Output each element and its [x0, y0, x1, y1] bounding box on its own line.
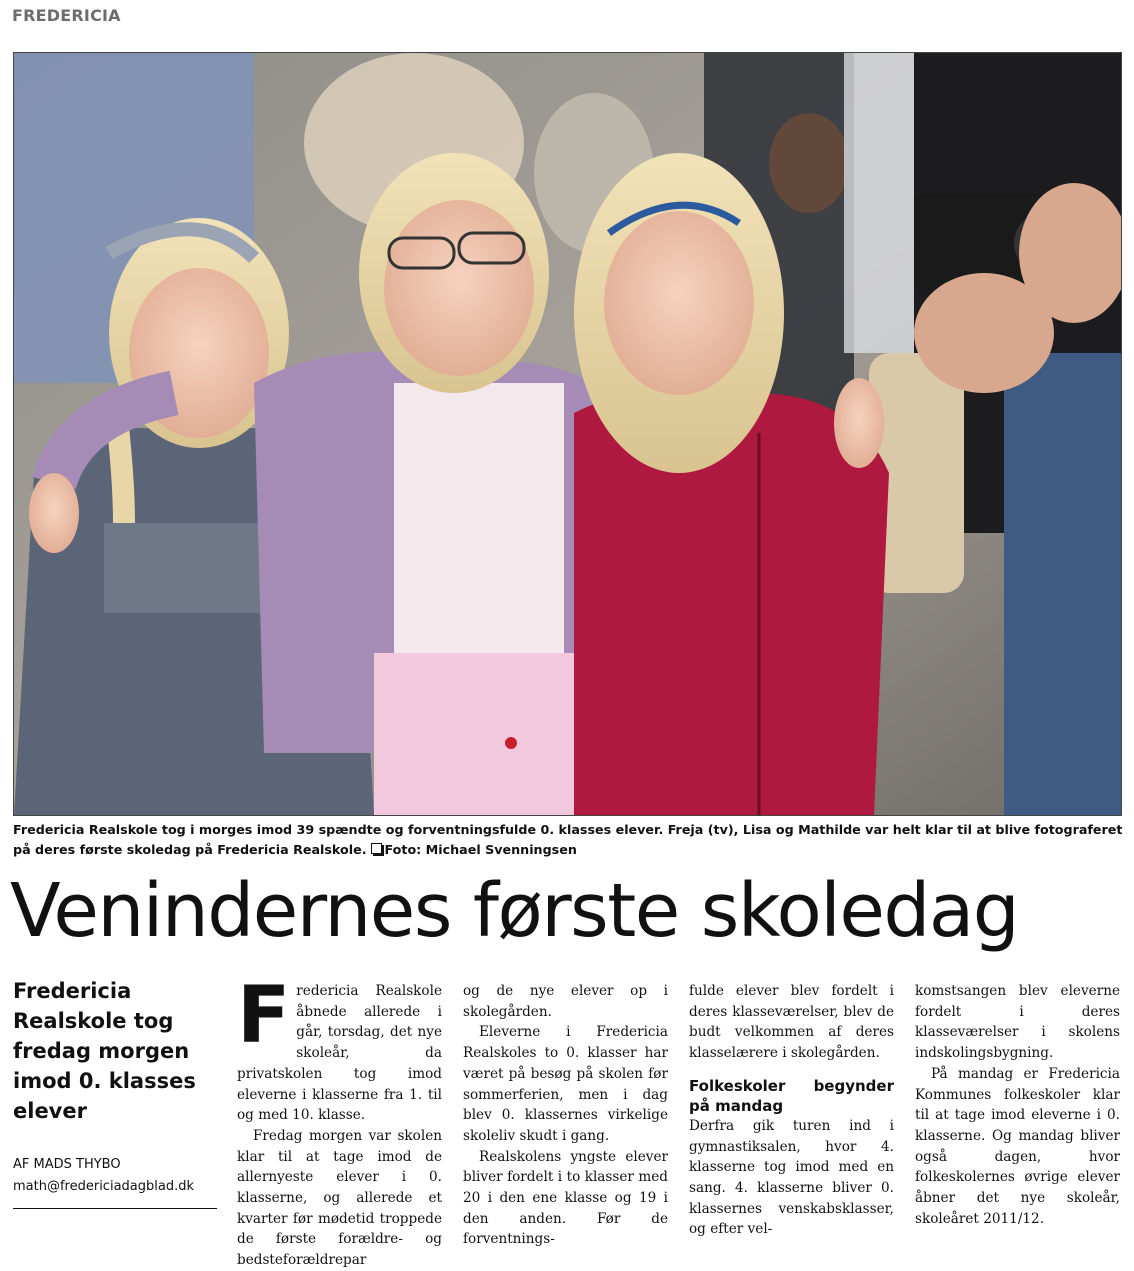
paragraph: Realskolens yngste elever bliver fordelt i to klasser med 20 i den ene klasse og 19 i den anden. Før de forventnings- [463, 1148, 668, 1248]
paragraph: Eleverne i Fredericia Realskoles to 0. klasser har været på besøg på skolen før sommerferien, men i dag blev 0. klassernes virkelige skoleliv skudt i gang. [463, 1024, 668, 1144]
body-column-3 [689, 981, 894, 1240]
subheadline: Fredericia Realskole tog fredag morgen imod 0. klasses elever [13, 979, 196, 1123]
byline-rule [13, 1208, 217, 1209]
paragraph: Derfra gik turen ind i gymnastiksalen, hvor 4. klasserne tog imod med en sang. 4. klasserne bliver 0. klassernes venskabsklasser, og efter vel- [689, 1117, 894, 1238]
photo-three-girls-icon [14, 53, 1121, 815]
dropcap: F [237, 971, 291, 1061]
section-label: FREDERICIA [12, 6, 121, 25]
body-column-1 [237, 971, 442, 1271]
paragraph: komstsangen blev eleverne fordelt i deres klasseværelser i skolens indskolingsbygning. [915, 983, 1120, 1062]
byline [13, 1154, 223, 1209]
paragraph: Fredericia Realskole åbnede allerede i går, torsdag, det nye skoleår, da privatskolen tog imod eleverne i klasserne fra 1. til og med 10. klasse. [237, 971, 442, 1124]
paragraph: og de nye elever op i skolegården. [463, 983, 668, 1020]
paragraph: Fredag morgen var skolen klar til at tage imod de allernyeste elever i 0. klasserne, og allerede et kvarter før mødetid troppede de første forældre- og bedsteforældrepar [237, 1127, 442, 1269]
article-photo [13, 52, 1122, 816]
credit-marker-icon [371, 843, 382, 854]
body-column-2 [463, 981, 668, 1250]
paragraph: På mandag er Fredericia Kommunes folkeskoler klar til at tage imod eleverne i 0. klasserne. Og mandag bliver også dagen, hvor folkeskolernes øvrige elever åbner det nye skoleår, skoleåret 2011/12. [915, 1065, 1120, 1227]
byline-author: AF MADS THYBO [13, 1157, 121, 1172]
paragraph: fulde elever blev fordelt i deres klasseværelser, blev de budt velkommen af deres klasselærere i skolegården. [689, 983, 894, 1062]
byline-email: math@fredericiadagblad.dk [13, 1179, 194, 1194]
subheading: Folkeskoler begynder på mandag [689, 1076, 894, 1115]
photo-credit: Foto: Michael Svenningsen [384, 842, 577, 857]
headline: Venindernes første skoledag [10, 868, 1019, 954]
body-column-4 [915, 981, 1120, 1229]
caption-text: Fredericia Realskole tog i morges imod 39 spændte og forventningsfulde 0. klasses elever. Freja (tv), Lisa og Mathilde var helt klar til at blive fotograferet på deres første skoledag på Fredericia Realskole. [13, 822, 1123, 857]
photo-caption [13, 820, 1123, 860]
